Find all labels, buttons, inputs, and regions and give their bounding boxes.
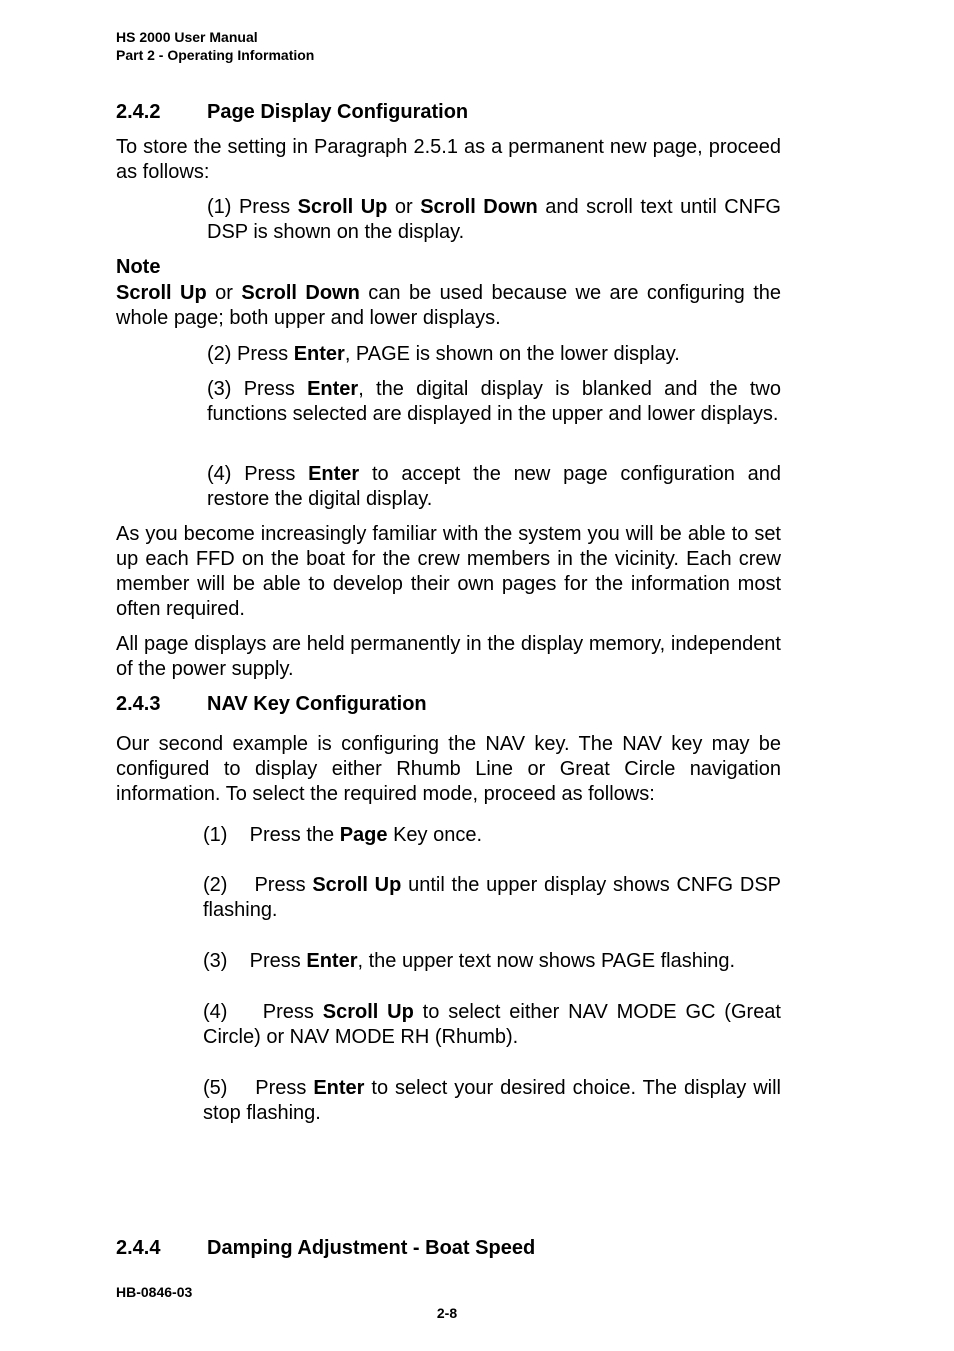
section-title: Page Display Configuration: [207, 101, 469, 123]
step-1-2-4-3: (1) Press the Page Key once.: [203, 824, 483, 846]
section-number: 2.4.2: [116, 101, 161, 123]
header-manual-title: HS 2000 User Manual: [116, 29, 258, 45]
footer-document-id: HB-0846-03: [116, 1284, 193, 1300]
section-heading-2-4-3: [116, 692, 427, 717]
step-2-2-4-2: (2) Press Enter, PAGE is shown on the lower display.: [207, 343, 680, 365]
section-heading-2-4-2: [116, 100, 468, 125]
paragraph-intro-2-4-3: Our second example is configuring the NAV key. The NAV key may be configured to display either Rhumb Line or Great Circle navigation information. To select the required mode, proceed as follows:: [116, 733, 781, 805]
step-3-2-4-2: (3) Press Enter, the digital display is blanked and the two functions selected are displayed in the upper and lower displays.: [207, 378, 781, 425]
header-part-title: Part 2 - Operating Information: [116, 47, 315, 63]
step-3-2-4-3: (3) Press Enter, the upper text now shows PAGE flashing.: [203, 950, 736, 972]
paragraph-intro-2-4-2: To store the setting in Paragraph 2.5.1 as a permanent new page, proceed as follows:: [116, 136, 781, 183]
step-5-2-4-3: (5) Press Enter to select your desired choice. The display will stop flashing.: [203, 1077, 787, 1124]
step-1-2-4-2: (1) Press Scroll Up or Scroll Down and scroll text until CNFG DSP is shown on the display.: [207, 196, 781, 243]
section-title: Damping Adjustment - Boat Speed: [207, 1237, 536, 1259]
step-4-2-4-2: (4) Press Enter to accept the new page configuration and restore the digital display.: [207, 463, 781, 510]
section-number: 2.4.4: [116, 1237, 161, 1259]
step-2-2-4-3: (2) Press Scroll Up until the upper display shows CNFG DSP flashing.: [203, 874, 787, 921]
step-4-2-4-3: (4) Press Scroll Up to select either NAV MODE GC (Great Circle) or NAV MODE RH (Rhumb).: [203, 1001, 787, 1048]
section-number: 2.4.3: [116, 693, 161, 715]
footer-page-number: 2-8: [436, 1305, 458, 1321]
section-title: NAV Key Configuration: [207, 693, 427, 715]
note-text: Scroll Up or Scroll Down can be used because we are configuring the whole page; both upper and lower displays.: [116, 282, 782, 329]
section-heading-2-4-4: [116, 1236, 535, 1261]
paragraph-familiarity: As you become increasingly familiar with the system you will be able to set up each FFD on the boat for the crew members in the vicinity. Each crew member will be able to develop their own pages for the information most often required.: [116, 523, 781, 620]
paragraph-memory: All page displays are held permanently in the display memory, independent of the power supply.: [116, 633, 781, 680]
note-label: Note: [116, 256, 161, 278]
